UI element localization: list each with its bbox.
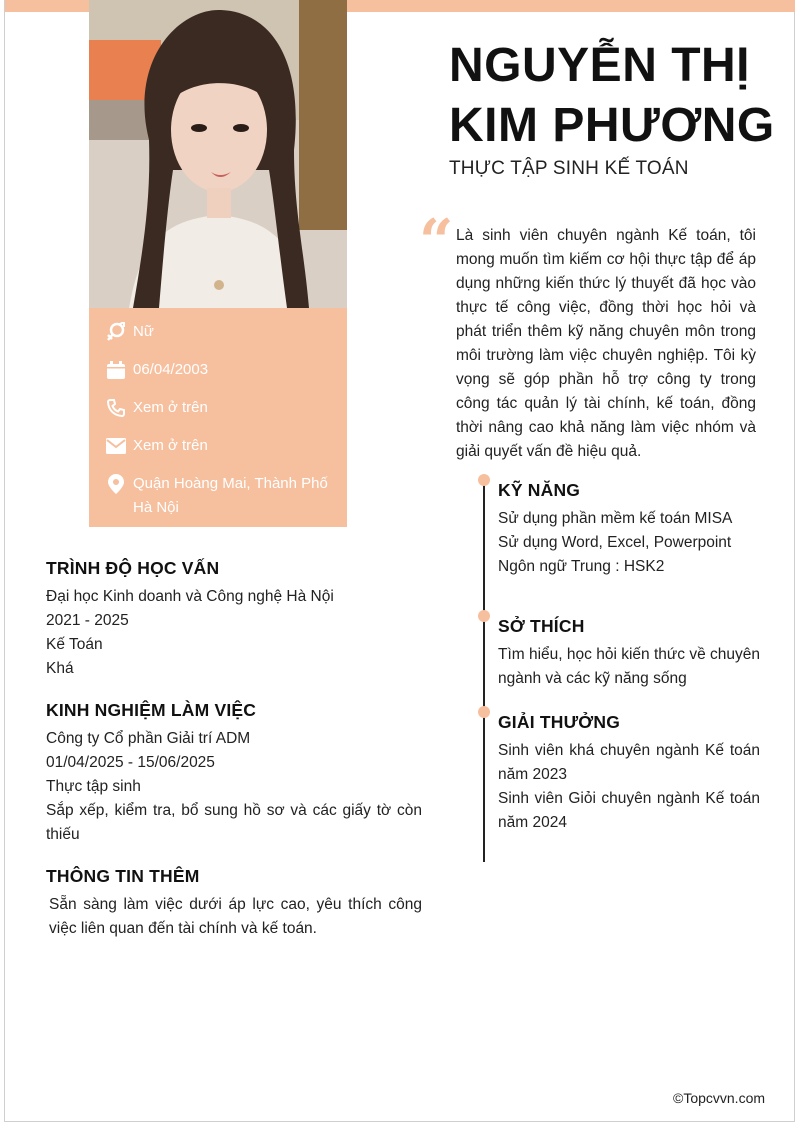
mail-icon [105, 434, 127, 458]
award-item: Sinh viên Giỏi chuyên ngành Kế toán năm 2024 [498, 790, 760, 831]
experience-title: KINH NGHIỆM LÀM VIỆC [46, 700, 257, 720]
additional-title: THÔNG TIN THÊM [46, 866, 200, 886]
name-line-1: NGUYỄN THỊ [449, 39, 751, 92]
experience-position: Thực tập sinh [46, 778, 141, 795]
contact-info [89, 308, 347, 534]
cv-page [4, 0, 795, 1122]
hobbies-title: SỞ THÍCH [498, 616, 585, 636]
email-value: Xem ở trên [133, 437, 208, 454]
additional-text: Sẵn sàng làm việc dưới áp lực cao, yêu thích công việc liên quan đến tài chính và kế toán. [49, 896, 422, 937]
experience-period: 01/04/2025 - 15/06/2025 [46, 754, 215, 771]
experience-section [46, 700, 422, 847]
education-period: 2021 - 2025 [46, 612, 129, 629]
candidate-name [449, 36, 789, 156]
education-school: Đại học Kinh doanh và Công nghệ Hà Nội [46, 588, 334, 605]
gender-row [105, 320, 337, 344]
skills-section [498, 480, 760, 579]
hobby-item: Tìm hiểu, học hỏi kiến thức về chuyên ngành và các kỹ năng sống [498, 646, 760, 687]
timeline-dot-awards [478, 706, 490, 718]
experience-description: Sắp xếp, kiểm tra, bổ sung hồ sơ và các giấy tờ còn thiếu [46, 802, 422, 843]
footer-copyright[interactable]: ©Topcvvn.com [673, 1090, 766, 1106]
calendar-icon [105, 358, 127, 382]
email-row [105, 434, 337, 458]
phone-icon [105, 396, 127, 420]
timeline-line [483, 480, 485, 862]
awards-section [498, 712, 760, 835]
avatar [89, 0, 347, 308]
location-pin-icon [105, 472, 127, 496]
skill-item: Sử dụng Word, Excel, Powerpoint [498, 534, 732, 551]
career-objective: Là sinh viên chuyên ngành Kế toán, tôi mong muốn tìm kiếm cơ hội thực tập để áp dụng những kiến thức lý thuyết đã học vào thực tế công việc, đồng thời học hỏi và phát triển thêm kỹ năng chuyên môn trong môi trường làm việc chuyên nghiệp. Tôi kỳ vọng sẽ góp phần hỗ trợ công ty trong công tác quản lý tài chính, kế toán, đồng thời nâng cao khả năng làm việc nhóm và giải quyết vấn đề hiệu quả. [456, 227, 756, 460]
experience-company: Công ty Cổ phần Giải trí ADM [46, 730, 251, 747]
education-grade: Khá [46, 660, 74, 677]
award-item: Sinh viên khá chuyên ngành Kế toán năm 2023 [498, 742, 760, 783]
job-title: THỰC TẬP SINH KẾ TOÁN [449, 158, 689, 179]
timeline-dot-hobbies [478, 610, 490, 622]
quote-icon: “ [419, 207, 454, 277]
phone-row [105, 396, 337, 420]
skills-title: KỸ NĂNG [498, 480, 581, 500]
hobbies-section [498, 616, 760, 691]
phone-value: Xem ở trên [133, 399, 208, 416]
skill-item: Sử dụng phần mềm kế toán MISA [498, 510, 733, 527]
additional-section [46, 866, 422, 941]
gender-icon [105, 320, 127, 344]
awards-title: GIẢI THƯỞNG [498, 712, 621, 732]
avatar-photo-illustration [89, 0, 347, 308]
dob-value: 06/04/2003 [133, 361, 209, 378]
address-row [105, 472, 337, 520]
name-line-2: KIM PHƯƠNG [449, 99, 775, 152]
education-major: Kế Toán [46, 636, 103, 653]
left-column [89, 0, 347, 527]
skill-item: Ngôn ngữ Trung : HSK2 [498, 558, 665, 575]
timeline-dot-skills [478, 474, 490, 486]
gender-value: Nữ [133, 323, 154, 340]
dob-row [105, 358, 337, 382]
address-value: Quận Hoàng Mai, Thành Phố Hà Nội [133, 475, 328, 516]
education-title: TRÌNH ĐỘ HỌC VẤN [46, 558, 220, 578]
education-section [46, 558, 422, 681]
